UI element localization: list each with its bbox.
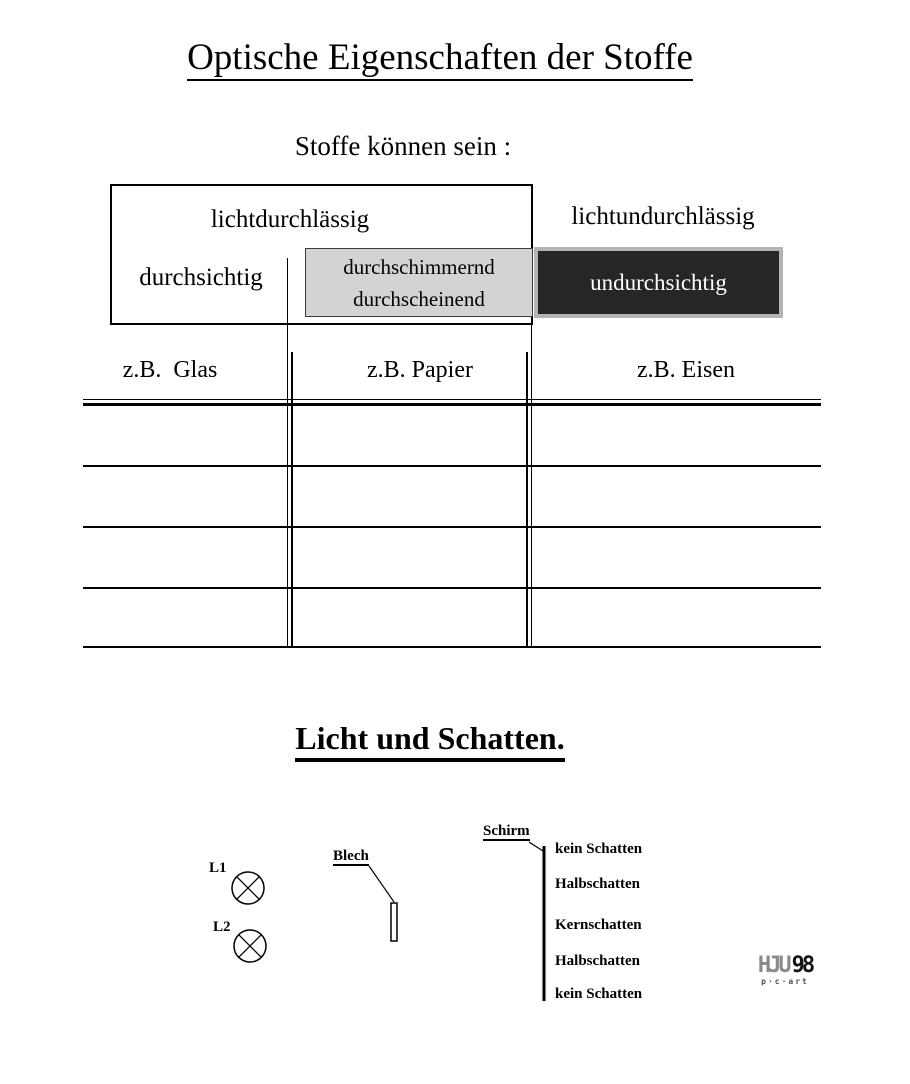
logo-initials: HJU: [757, 953, 789, 978]
label-undurchsichtig: undurchsichtig: [590, 269, 727, 295]
table-hline-row1: [83, 465, 821, 467]
table-vline-right-thick: [526, 352, 528, 648]
semi-transparent-box: [305, 248, 533, 317]
page-title: [140, 36, 740, 79]
example-glas: z.B. Glas: [122, 357, 218, 383]
table-vline-right-thin: [531, 325, 532, 648]
screen-label: [483, 823, 530, 840]
label-durchscheinend: durchscheinend: [353, 287, 485, 311]
logo-year: 98: [791, 953, 813, 978]
label-lichtundurchlaessig: lichtundurchlässig: [571, 203, 755, 230]
zone-label-kernschatten: Kernschatten: [555, 917, 642, 933]
screen-pointer-line: [529, 842, 543, 851]
example-papier: z.B. Papier: [367, 357, 473, 383]
section-title: [230, 720, 630, 757]
opaque-box: [534, 247, 783, 318]
table-hline-row3: [83, 587, 821, 589]
label-lichtdurchlaessig: lichtdurchlässig: [210, 206, 370, 233]
section-title-text: Licht und Schatten.: [295, 720, 564, 762]
zone-label-halbschatten-top: Halbschatten: [555, 876, 641, 892]
subtitle: Stoffe können sein :: [294, 131, 512, 161]
page-title-text: Optische Eigenschaften der Stoffe: [187, 37, 693, 81]
table-hline-row2: [83, 526, 821, 528]
zone-label-kein-schatten-bottom: kein Schatten: [555, 986, 643, 1002]
lamp-l1-label: L1: [209, 860, 227, 876]
zone-label-kein-schatten-top: kein Schatten: [555, 841, 643, 857]
label-durchsichtig: durchsichtig: [139, 264, 263, 291]
lamp-symbol-l1: [232, 872, 264, 904]
example-eisen: z.B. Eisen: [637, 357, 735, 383]
table-hline-double-thick: [83, 403, 821, 406]
shadow-diagram: [190, 815, 610, 1015]
sheet-symbol: [391, 903, 397, 941]
sheet-label-text: Blech: [333, 848, 369, 864]
label-durchschimmernd: durchschimmernd: [343, 255, 495, 279]
sheet-pointer-line: [369, 866, 394, 902]
logo-subtext: p·c·art: [761, 977, 809, 986]
lamp-l2-label: L2: [213, 919, 231, 935]
lamp-symbol-l2: [234, 930, 266, 962]
table-vline-left-thick: [291, 352, 293, 648]
screen-label-text: Schirm: [483, 823, 530, 839]
zone-label-halbschatten-bottom: Halbschatten: [555, 953, 641, 969]
table-hline-double-thin: [83, 399, 821, 400]
sheet-label: [333, 848, 369, 865]
table-vline-left-thin: [287, 258, 288, 648]
logo-initials-year: [750, 955, 820, 977]
author-logo: [750, 955, 820, 986]
table-hline-row4: [83, 646, 821, 648]
